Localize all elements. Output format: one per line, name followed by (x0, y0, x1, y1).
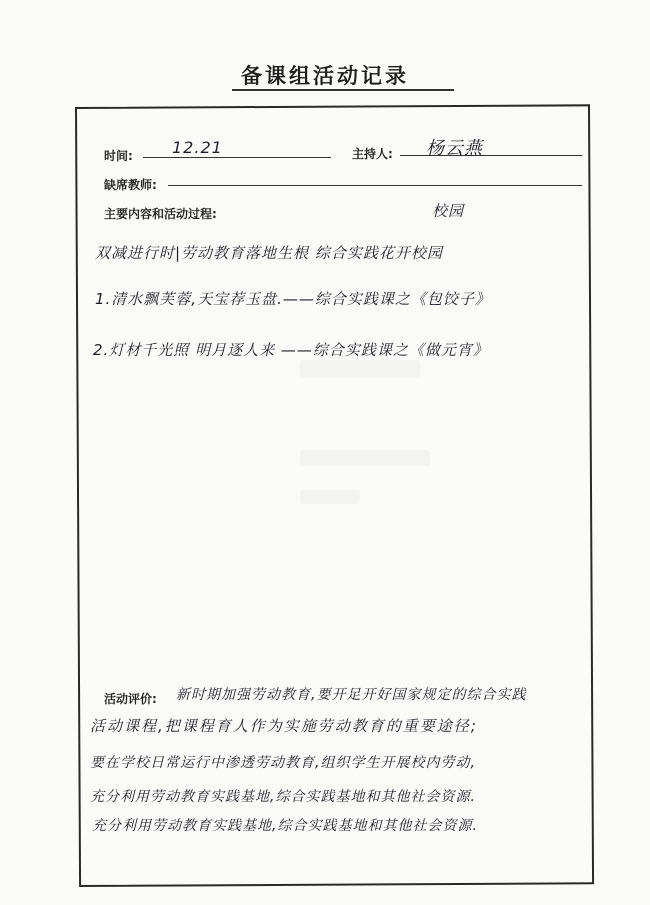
evaluation-line: 充分利用劳动教育实践基地,综合实践基地和其他社会资源. (90, 789, 476, 805)
evaluation-line: 活动课程,把课程育人作为实施劳动教育的重要途径; (90, 717, 478, 735)
content-line: 双减进行时|劳动教育落地生根 综合实践花开校园 (95, 244, 443, 262)
time-field-line (143, 157, 331, 158)
content-line: 1.清水飘芙蓉,天宝荐玉盘.——综合实践课之《包饺子》 (95, 290, 491, 308)
time-label: 时间: (104, 149, 133, 163)
time-value: 12.21 (172, 138, 223, 157)
absent-teachers-label: 缺席教师: (104, 178, 157, 192)
content-label: 主要内容和活动过程: (104, 207, 217, 221)
absent-teachers-field-line (168, 185, 582, 186)
evaluation-label: 活动评价: (104, 692, 157, 706)
place-value: 校园 (432, 202, 465, 220)
evaluation-line: 新时期加强劳动教育,要开足开好国家规定的综合实践 (176, 687, 527, 703)
content-line: 2.灯材千光照 明月逐人来 ——综合实践课之《做元宵》 (93, 341, 489, 359)
host-label: 主持人: (352, 147, 393, 161)
title-underline (232, 89, 454, 91)
host-value: 杨云燕 (426, 138, 483, 159)
evaluation-line: 充分利用劳动教育实践基地,综合实践基地和其他社会资源. (92, 818, 478, 834)
page-title: 备课组活动记录 (241, 64, 409, 88)
evaluation-line: 要在学校日常运行中渗透劳动教育,组织学生开展校内劳动, (90, 755, 476, 771)
